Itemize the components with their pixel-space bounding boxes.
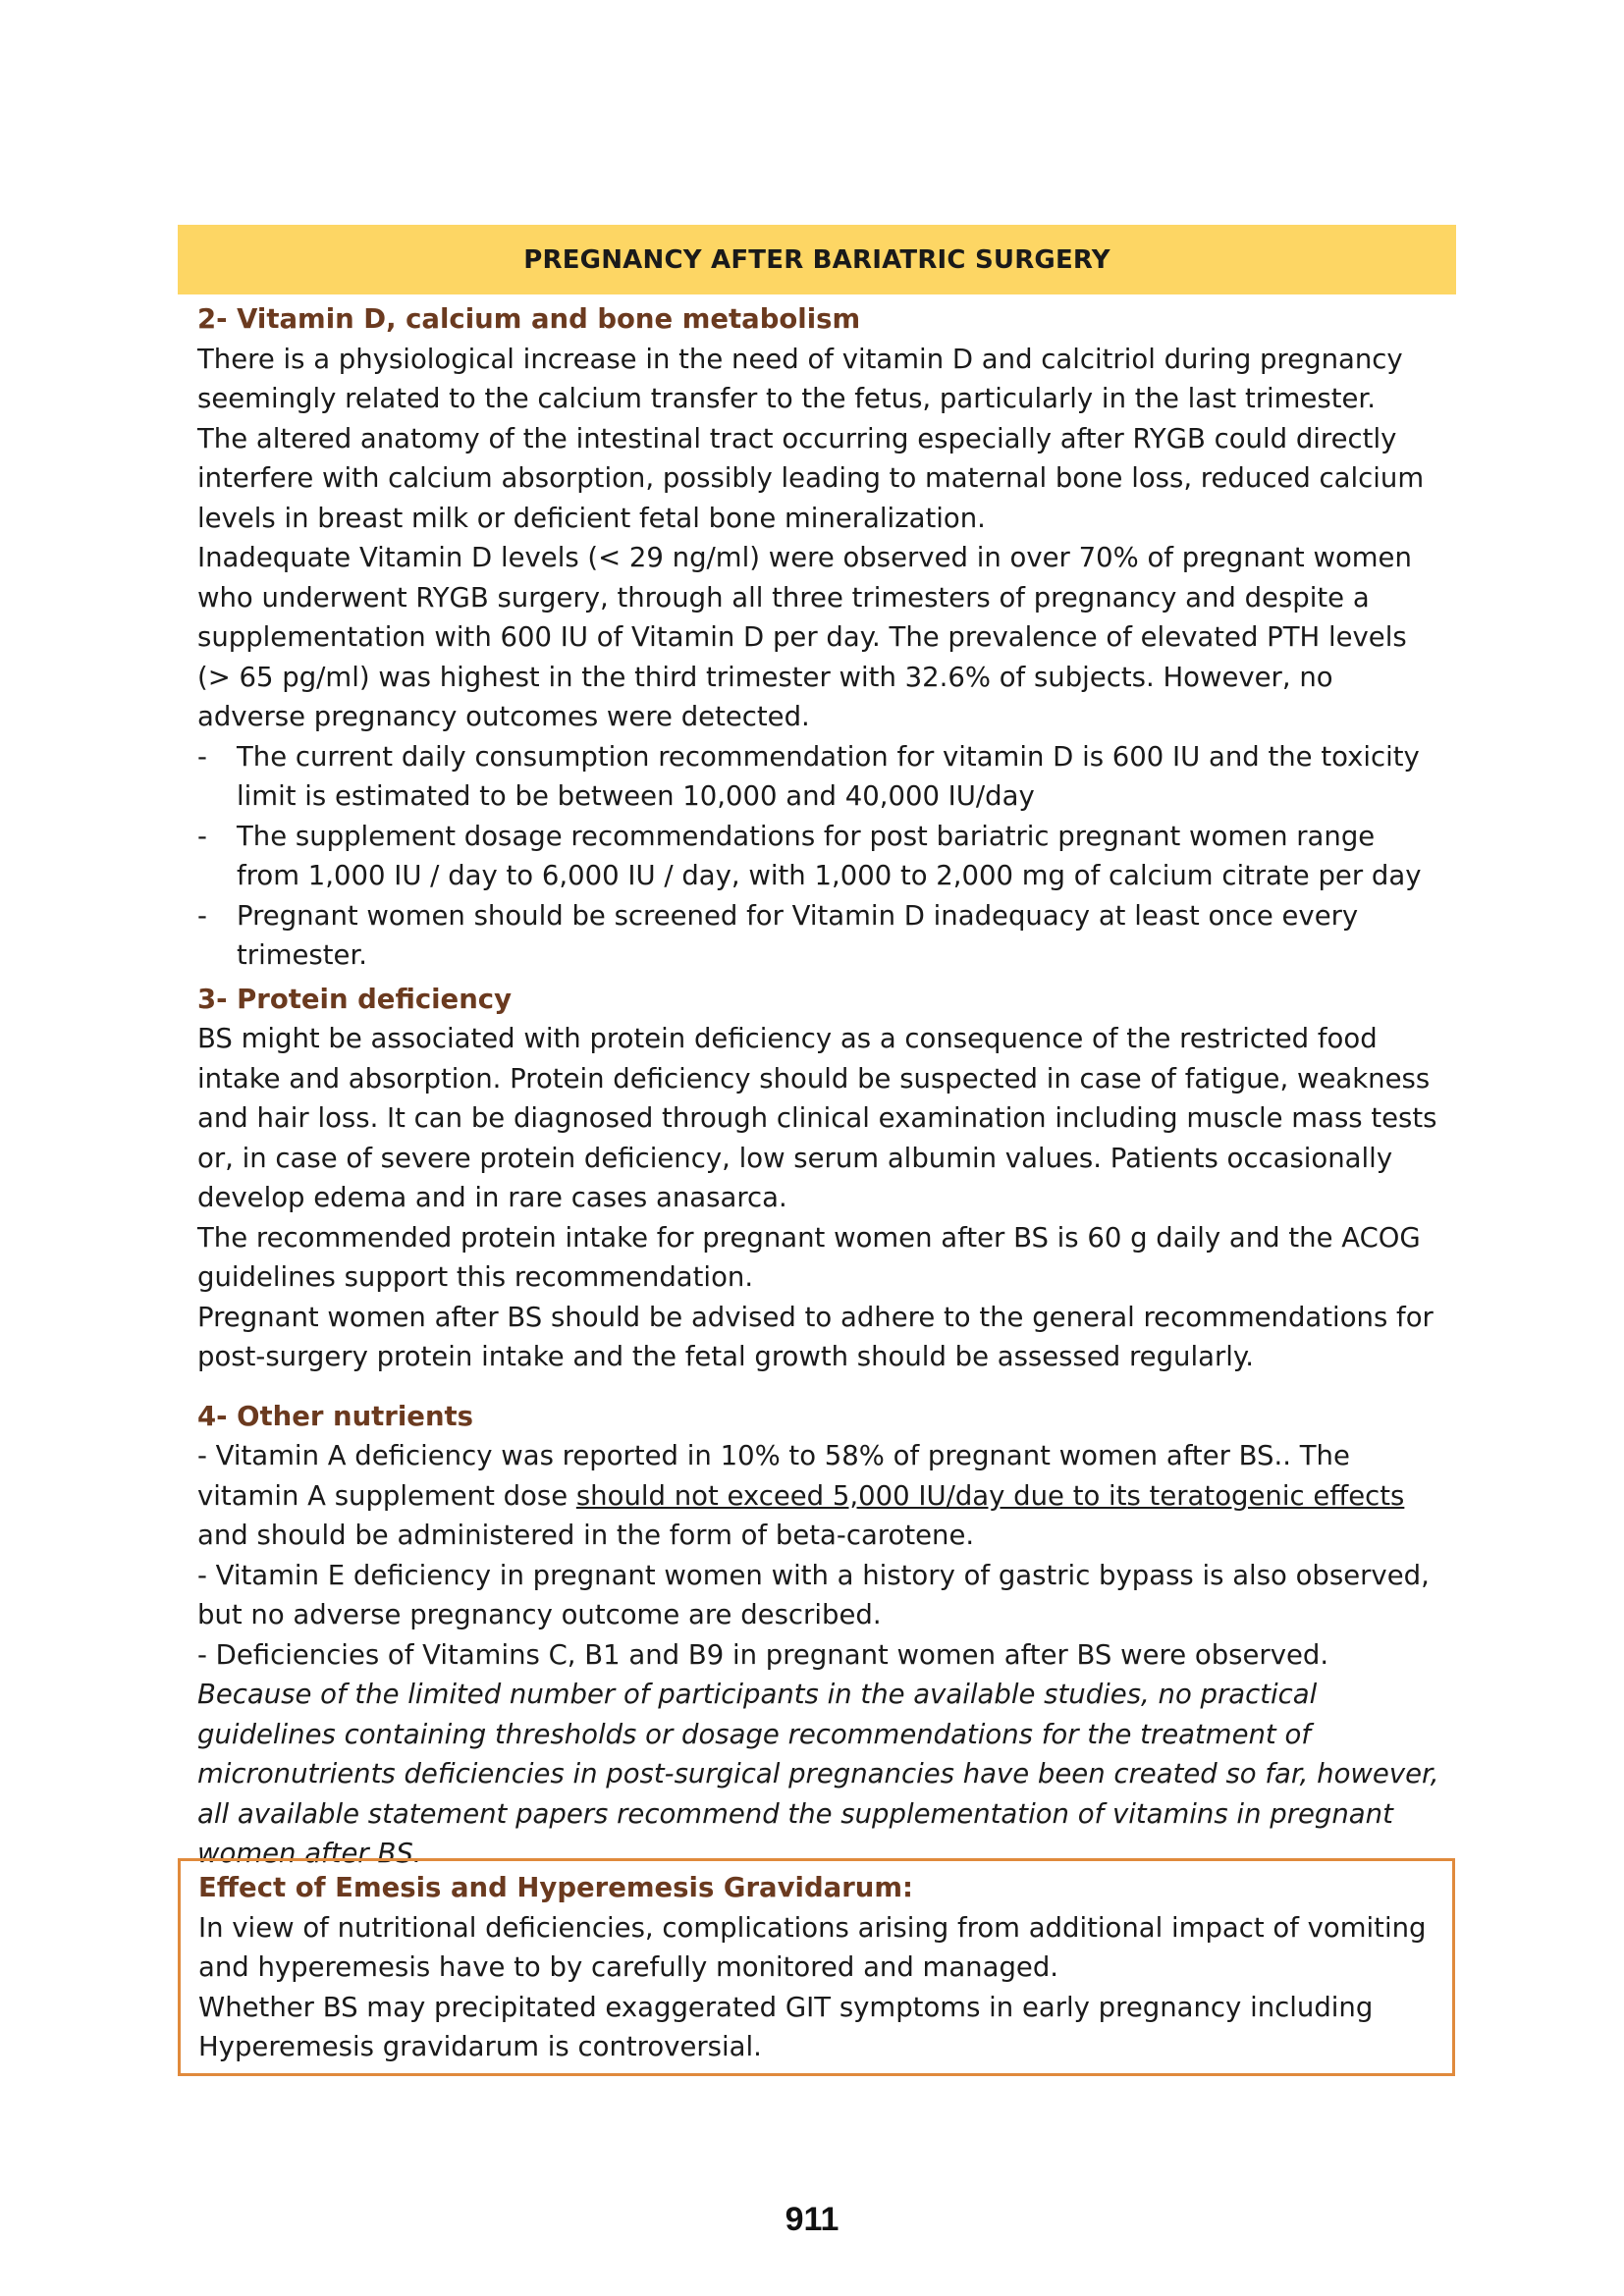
vitamin-a-paragraph — [197, 1436, 1444, 1556]
vitamin-a-text: - Vitamin A deficiency was reported in 10% to 58% of pregnant women after BS.. The vitamin A supplement dose — [197, 1440, 1350, 1512]
section-3-heading: 3- Protein deficiency — [197, 983, 513, 1015]
emesis-heading: Effect of Emesis and Hyperemesis Gravidarum: — [198, 1872, 913, 1903]
emesis-paragraph: Whether BS may precipitated exaggerated GIT symptoms in early pregnancy including Hyperemesis gravidarum is controversial. — [198, 1991, 1374, 2062]
section-4-heading: 4- Other nutrients — [197, 1400, 474, 1432]
emesis-paragraph: In view of nutritional deficiencies, complications arising from additional impact of vomiting and hyperemesis have to by carefully monitored and managed. — [198, 1911, 1427, 1983]
section-header-bar — [178, 225, 1456, 294]
vitamin-c-paragraph: - Deficiencies of Vitamins C, B1 and B9 in pregnant women after BS were observed. — [197, 1638, 1329, 1671]
vitamin-e-paragraph: - Vitamin E deficiency in pregnant women with a history of gastric bypass is also observed, but no adverse pregnancy outcome are described. — [197, 1559, 1430, 1630]
section-3-paragraph: The recommended protein intake for pregnant women after BS is 60 g daily and the ACOG guidelines support this recommendation. — [197, 1221, 1421, 1293]
section-3-paragraph: Pregnant women after BS should be advised to adhere to the general recommendations for post-surgery protein intake and the fetal growth should be assessed regularly. — [197, 1301, 1434, 1372]
page-title: PREGNANCY AFTER BARIATRIC SURGERY — [523, 244, 1110, 275]
list-item: - The current daily consumption recommendation for vitamin D is 600 IU and the toxicity limit is estimated to be between 10,000 and 40,000 IU/day — [197, 737, 1444, 817]
main-content — [197, 299, 1444, 1874]
vitamin-a-text-end: and should be administered in the form of beta-carotene. — [197, 1520, 975, 1551]
section-2-heading: 2- Vitamin D, calcium and bone metabolism — [197, 303, 861, 335]
section-2-bullet-list — [197, 737, 1444, 976]
list-item: - The supplement dosage recommendations for post bariatric pregnant women range from 1,000 IU / day to 6,000 IU / day, with 1,000 to 2,000 mg of calcium citrate per day — [197, 817, 1444, 896]
page-number: 911 — [785, 2201, 839, 2238]
underlined-dose-warning: should not exceed 5,000 IU/day due to its teratogenic effects — [575, 1479, 1405, 1512]
list-item: - Pregnant women should be screened for Vitamin D inadequacy at least once every trimester. — [197, 896, 1444, 976]
section-3-paragraph: BS might be associated with protein deficiency as a consequence of the restricted food intake and absorption. Protein deficiency should be suspected in case of fatigue, weakness and hair loss. It can be diagnosed through clinical examination including muscle mass tests or, in case of severe protein deficiency, low serum albumin values. Patients occasionally develop edema and in rare cases anasarca. — [197, 1023, 1437, 1213]
section-2-paragraph: Inadequate Vitamin D levels (< 29 ng/ml) were observed in over 70% of pregnant women who underwent RYGB surgery, through all three trimesters of pregnancy and despite a supplementation with 600 IU of Vitamin D per day. The prevalence of elevated PTH levels (> 65 pg/ml) was highest in the third trimester with 32.6% of subjects. However, no adverse pregnancy outcomes were detected. — [197, 542, 1412, 732]
italic-note: Because of the limited number of participants in the available studies, no practical guidelines containing thresholds or dosage recommendations for the treatment of micronutrients deficiencies in post-surgical pregnancies have been created so far, however, all available statement papers recommend the supplementation of vitamins in pregnant women after BS. — [197, 1679, 1439, 1869]
emesis-callout-box — [178, 1858, 1455, 2076]
section-2-paragraph: There is a physiological increase in the need of vitamin D and calcitriol during pregnancy seemingly related to the calcium transfer to the fetus, particularly in the last trimester. — [197, 343, 1403, 414]
section-2-paragraph: The altered anatomy of the intestinal tract occurring especially after RYGB could directly interfere with calcium absorption, possibly leading to maternal bone loss, reduced calcium levels in breast milk or deficient fetal bone mineralization. — [197, 422, 1425, 534]
